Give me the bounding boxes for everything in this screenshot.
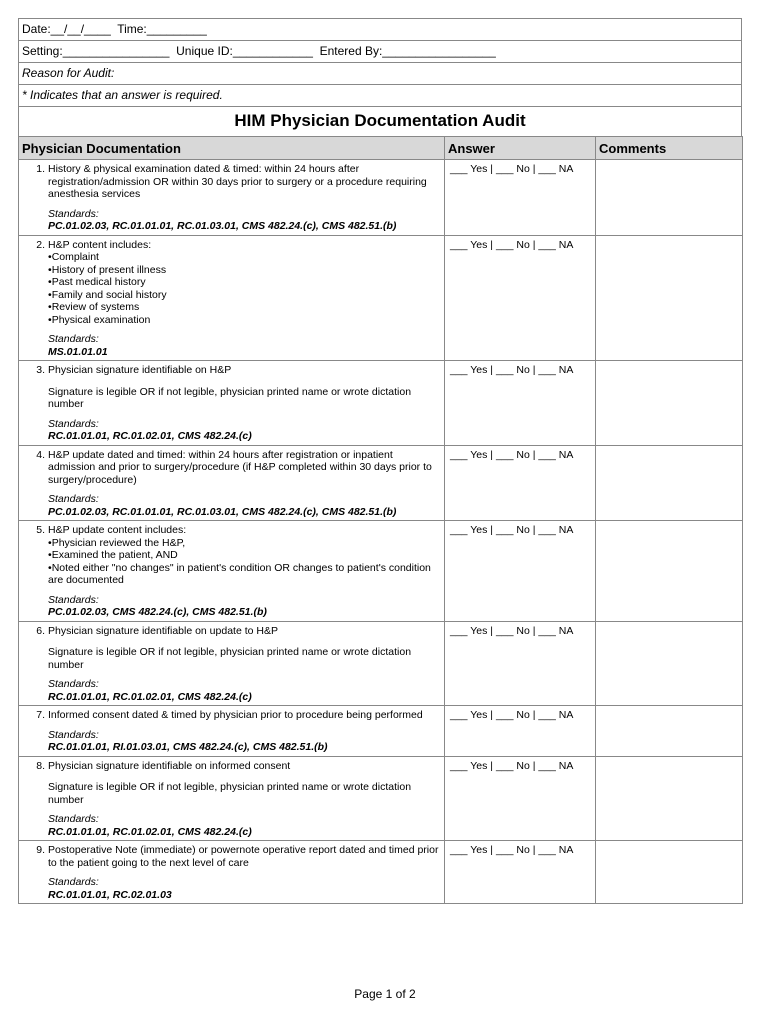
comments-cell[interactable] — [596, 361, 743, 446]
content-bullet: • Family and social history — [48, 289, 441, 302]
question-number: 2. — [36, 238, 45, 251]
question-cell — [19, 706, 445, 757]
table-row — [19, 756, 743, 841]
signature-note: Signature is legible OR if not legible, physician printed name or wrote dictation number — [48, 646, 412, 671]
comments-cell[interactable] — [596, 841, 743, 904]
question-text: Physician signature identifiable on H&P — [48, 364, 232, 376]
answer-cell[interactable] — [445, 160, 596, 236]
question-text: H&P update content includes: — [48, 524, 187, 536]
table-row — [19, 841, 743, 904]
question-number: 8. — [36, 759, 45, 772]
question-line — [22, 524, 441, 537]
content-bullet: • Examined the patient, AND — [48, 549, 441, 562]
question-cell — [19, 235, 445, 361]
audit-table — [18, 136, 743, 904]
question-text: Informed consent dated & timed by physician prior to procedure being performed — [48, 709, 423, 721]
table-row — [19, 361, 743, 446]
answer-options[interactable]: ___ Yes | ___ No | ___ NA — [450, 238, 574, 251]
question-cell — [19, 521, 445, 622]
content-bullet-list — [48, 537, 441, 587]
page-number: Page 1 of 2 — [354, 987, 416, 1001]
standards-label: Standards: — [48, 876, 99, 888]
question-line — [22, 844, 441, 869]
table-row — [19, 521, 743, 622]
setting-line[interactable]: Setting:________________ Unique ID:____________ Entered By:_________________ — [18, 40, 742, 62]
standards-label: Standards: — [48, 678, 99, 690]
question-cell — [19, 841, 445, 904]
answer-cell[interactable] — [445, 841, 596, 904]
standards-label: Standards: — [48, 493, 99, 505]
content-bullet: • Physician reviewed the H&P, — [48, 537, 441, 550]
standards-codes: PC.01.02.03, RC.01.01.01, RC.01.03.01, CMS 482.24.(c), CMS 482.51.(b) — [48, 220, 397, 232]
question-text: History & physical examination dated & timed: within 24 hours after registration/admission OR within 30 days prior to surgery or a procedure requiring anesthesia services — [48, 163, 427, 200]
answer-cell[interactable] — [445, 756, 596, 841]
question-line — [22, 709, 441, 722]
standards-label: Standards: — [48, 593, 99, 606]
table-body — [19, 160, 743, 904]
answer-options[interactable]: ___ Yes | ___ No | ___ NA — [450, 624, 574, 637]
table-row — [19, 235, 743, 361]
answer-options[interactable]: ___ Yes | ___ No | ___ NA — [450, 163, 574, 175]
answer-cell[interactable] — [445, 235, 596, 361]
table-row — [19, 621, 743, 706]
question-text: Physician signature identifiable on update to H&P — [48, 624, 278, 637]
content-bullet: • Past medical history — [48, 276, 441, 289]
standards-codes: RC.01.01.01, RC.01.02.01, CMS 482.24.(c) — [48, 825, 252, 838]
standards-codes: RC.01.01.01, RC.02.01.03 — [48, 888, 172, 901]
page-title: HIM Physician Documentation Audit — [18, 106, 742, 136]
question-text: H&P content includes: — [48, 238, 152, 251]
question-line — [22, 625, 441, 638]
answer-options[interactable]: ___ Yes | ___ No | ___ NA — [450, 364, 574, 376]
standards-label: Standards: — [48, 207, 99, 220]
content-bullet: • History of present illness — [48, 264, 441, 277]
question-number: 5. — [36, 524, 45, 536]
question-cell — [19, 621, 445, 706]
question-text: Postoperative Note (immediate) or powernote operative report dated and timed prior to the patient going to the next level of care — [48, 844, 439, 869]
audit-form — [18, 18, 742, 904]
column-header-documentation: Physician Documentation — [19, 137, 445, 160]
standards-label: Standards: — [48, 728, 99, 741]
reason-for-audit[interactable]: Reason for Audit: — [18, 62, 742, 84]
question-number: 1. — [36, 163, 45, 175]
signature-note: Signature is legible OR if not legible, physician printed name or wrote dictation number — [48, 385, 412, 410]
comments-cell[interactable] — [596, 235, 743, 361]
question-text: Physician signature identifiable on informed consent — [48, 759, 291, 772]
standards-codes: MS.01.01.01 — [48, 345, 108, 358]
question-line — [22, 239, 441, 252]
standards-codes: PC.01.02.03, CMS 482.24.(c), CMS 482.51.(b) — [48, 606, 267, 618]
question-cell — [19, 160, 445, 236]
question-number: 6. — [36, 624, 45, 637]
question-number: 4. — [36, 448, 45, 461]
question-line — [22, 760, 441, 773]
question-number: 7. — [36, 709, 45, 721]
comments-cell[interactable] — [596, 756, 743, 841]
question-line — [22, 163, 441, 201]
column-header-answer: Answer — [445, 137, 596, 160]
answer-cell[interactable] — [445, 706, 596, 757]
column-header-comments: Comments — [596, 137, 743, 160]
answer-cell[interactable] — [445, 445, 596, 521]
content-bullet: • Review of systems — [48, 301, 441, 314]
standards-label: Standards: — [48, 333, 99, 345]
date-time-line[interactable]: Date:__/__/____ Time:_________ — [18, 18, 742, 40]
content-bullet-list — [48, 251, 441, 326]
comments-cell[interactable] — [596, 521, 743, 622]
standards-codes: RC.01.01.01, RI.01.03.01, CMS 482.24.(c), CMS 482.51.(b) — [48, 741, 328, 753]
question-number: 9. — [36, 844, 45, 856]
answer-cell[interactable] — [445, 521, 596, 622]
question-text: H&P update dated and timed: within 24 hours after registration or inpatient admission and prior to surgery/procedure (if H&P completed within 30 days prior to surgery/procedure) — [48, 448, 432, 486]
answer-cell[interactable] — [445, 361, 596, 446]
required-note: * Indicates that an answer is required. — [18, 84, 742, 106]
standards-codes: RC.01.01.01, RC.01.02.01, CMS 482.24.(c) — [48, 430, 252, 442]
question-cell — [19, 756, 445, 841]
table-row — [19, 160, 743, 236]
standards-codes: PC.01.02.03, RC.01.01.01, RC.01.03.01, CMS 482.24.(c), CMS 482.51.(b) — [48, 505, 397, 518]
standards-label: Standards: — [48, 417, 99, 430]
content-bullet: • Complaint — [48, 251, 441, 264]
table-row — [19, 706, 743, 757]
answer-options[interactable]: ___ Yes | ___ No | ___ NA — [450, 844, 574, 856]
answer-options[interactable]: ___ Yes | ___ No | ___ NA — [450, 759, 574, 772]
standards-codes: RC.01.01.01, RC.01.02.01, CMS 482.24.(c) — [48, 690, 252, 703]
question-number: 3. — [36, 364, 45, 376]
question-cell — [19, 361, 445, 446]
comments-cell[interactable] — [596, 621, 743, 706]
comments-cell[interactable] — [596, 706, 743, 757]
answer-options[interactable]: ___ Yes | ___ No | ___ NA — [450, 709, 574, 721]
answer-options[interactable]: ___ Yes | ___ No | ___ NA — [450, 524, 574, 536]
table-header-row — [19, 137, 743, 160]
content-bullet: • Physical examination — [48, 314, 441, 327]
content-bullet: • Noted either "no changes" in patient's condition OR changes to patient's condition are documented — [48, 562, 441, 587]
signature-note: Signature is legible OR if not legible, physician printed name or wrote dictation number — [48, 781, 412, 806]
standards-label: Standards: — [48, 813, 99, 825]
comments-cell[interactable] — [596, 160, 743, 236]
answer-options[interactable]: ___ Yes | ___ No | ___ NA — [450, 448, 574, 461]
comments-cell[interactable] — [596, 445, 743, 521]
question-line — [22, 364, 441, 377]
question-line — [22, 449, 441, 487]
answer-cell[interactable] — [445, 621, 596, 706]
question-cell — [19, 445, 445, 521]
table-row — [19, 445, 743, 521]
